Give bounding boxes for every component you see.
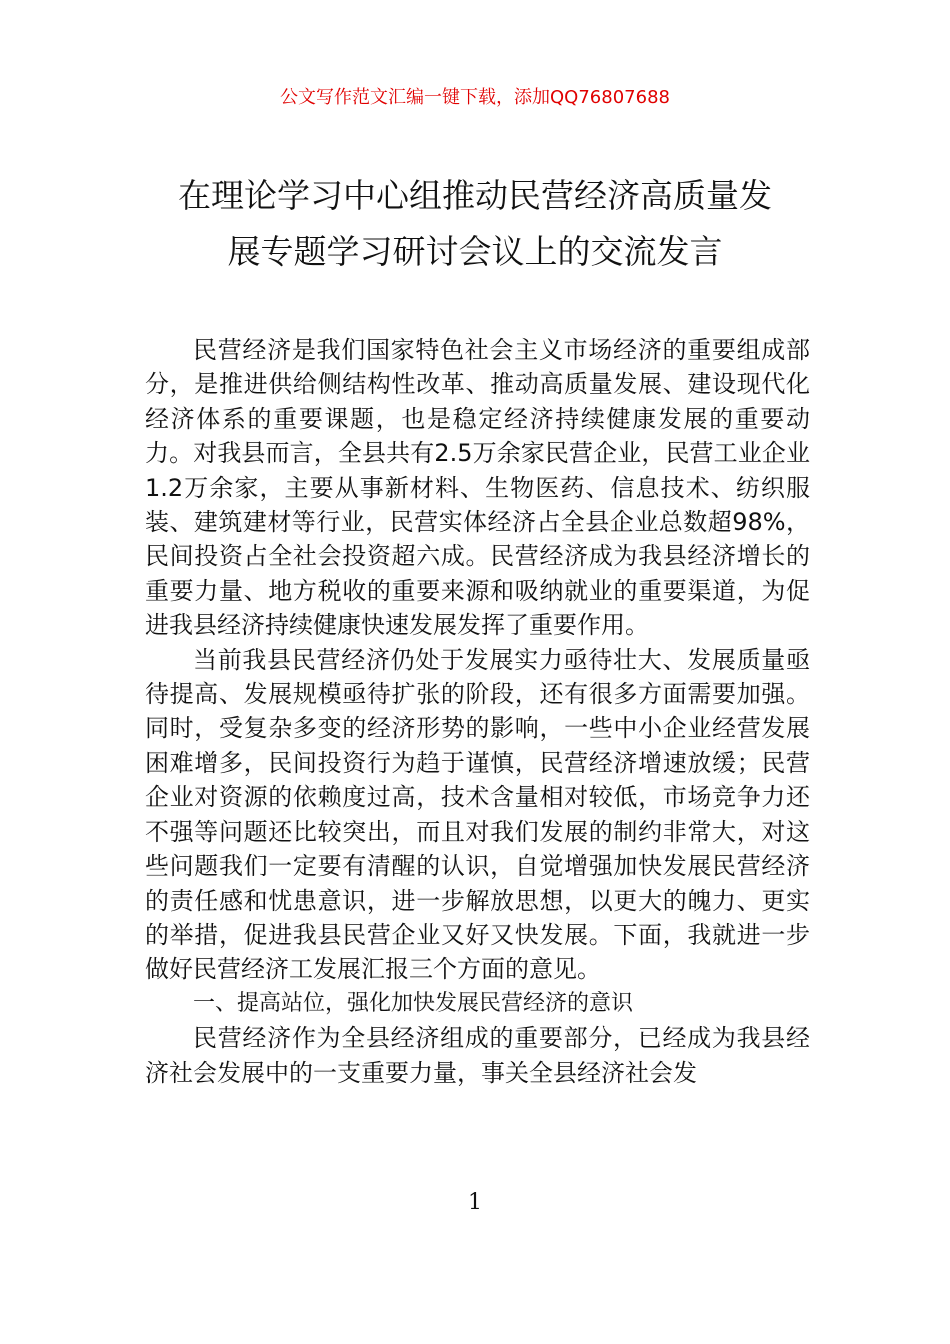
document-title-line-1: 在理论学习中心组推动民营经济高质量发 (178, 176, 772, 215)
page-number: 1 (468, 1190, 482, 1215)
body-paragraph: 民营经济是我们国家特色社会主义市场经济的重要组成部分，是推进供给侧结构性改革、推动高质量发展、建设现代化经济体系的重要课题，也是稳定经济持续健康发展的重要动力。对我县而言，全县共有2.5万余家民营企业，民营工业企业1.2万余家，主要从事新材料、生物医药、信息技术、纺织服装、建筑建材等行业，民营实体经济占全县企业总数超98%，民间投资占全社会投资超六成。民营经济成为我县经济增长的重要力量、地方税收的重要来源和吸纳就业的重要渠道，为促进我县经济持续健康快速发展发挥了重要作用。 (145, 336, 810, 640)
document-body (145, 333, 810, 1090)
header-promo-note: 公文写作范文汇编一键下载，添加QQ76807688 (280, 87, 670, 108)
document-title (120, 168, 830, 280)
body-paragraph: 当前我县民营经济仍处于发展实力亟待壮大、发展质量亟待提高、发展规模亟待扩张的阶段，还有很多方面需要加强。同时，受复杂多变的经济形势的影响，一些中小企业经营发展困难增多，民间投资行为趋于谨慎，民营经济增速放缓；民营企业对资源的依赖度过高，技术含量相对较低，市场竞争力还不强等问题还比较突出，而且对我们发展的制约非常大，对这些问题我们一定要有清醒的认识，自觉增强加快发展民营经济的责任感和忧患意识，进一步解放思想，以更大的魄力、更实的举措，促进我县民营企业又好又快发展。下面，我就进一步做好民营经济工发展汇报三个方面的意见。 (145, 645, 810, 984)
section-heading: 一、提高站位，强化加快发展民营经济的意识 (193, 990, 634, 1016)
body-paragraph: 民营经济作为全县经济组成的重要部分，已经成为我县经济社会发展中的一支重要力量，事关全县经济社会发 (145, 1024, 810, 1087)
document-title-line-2: 展专题学习研讨会议上的交流发言 (227, 232, 723, 271)
